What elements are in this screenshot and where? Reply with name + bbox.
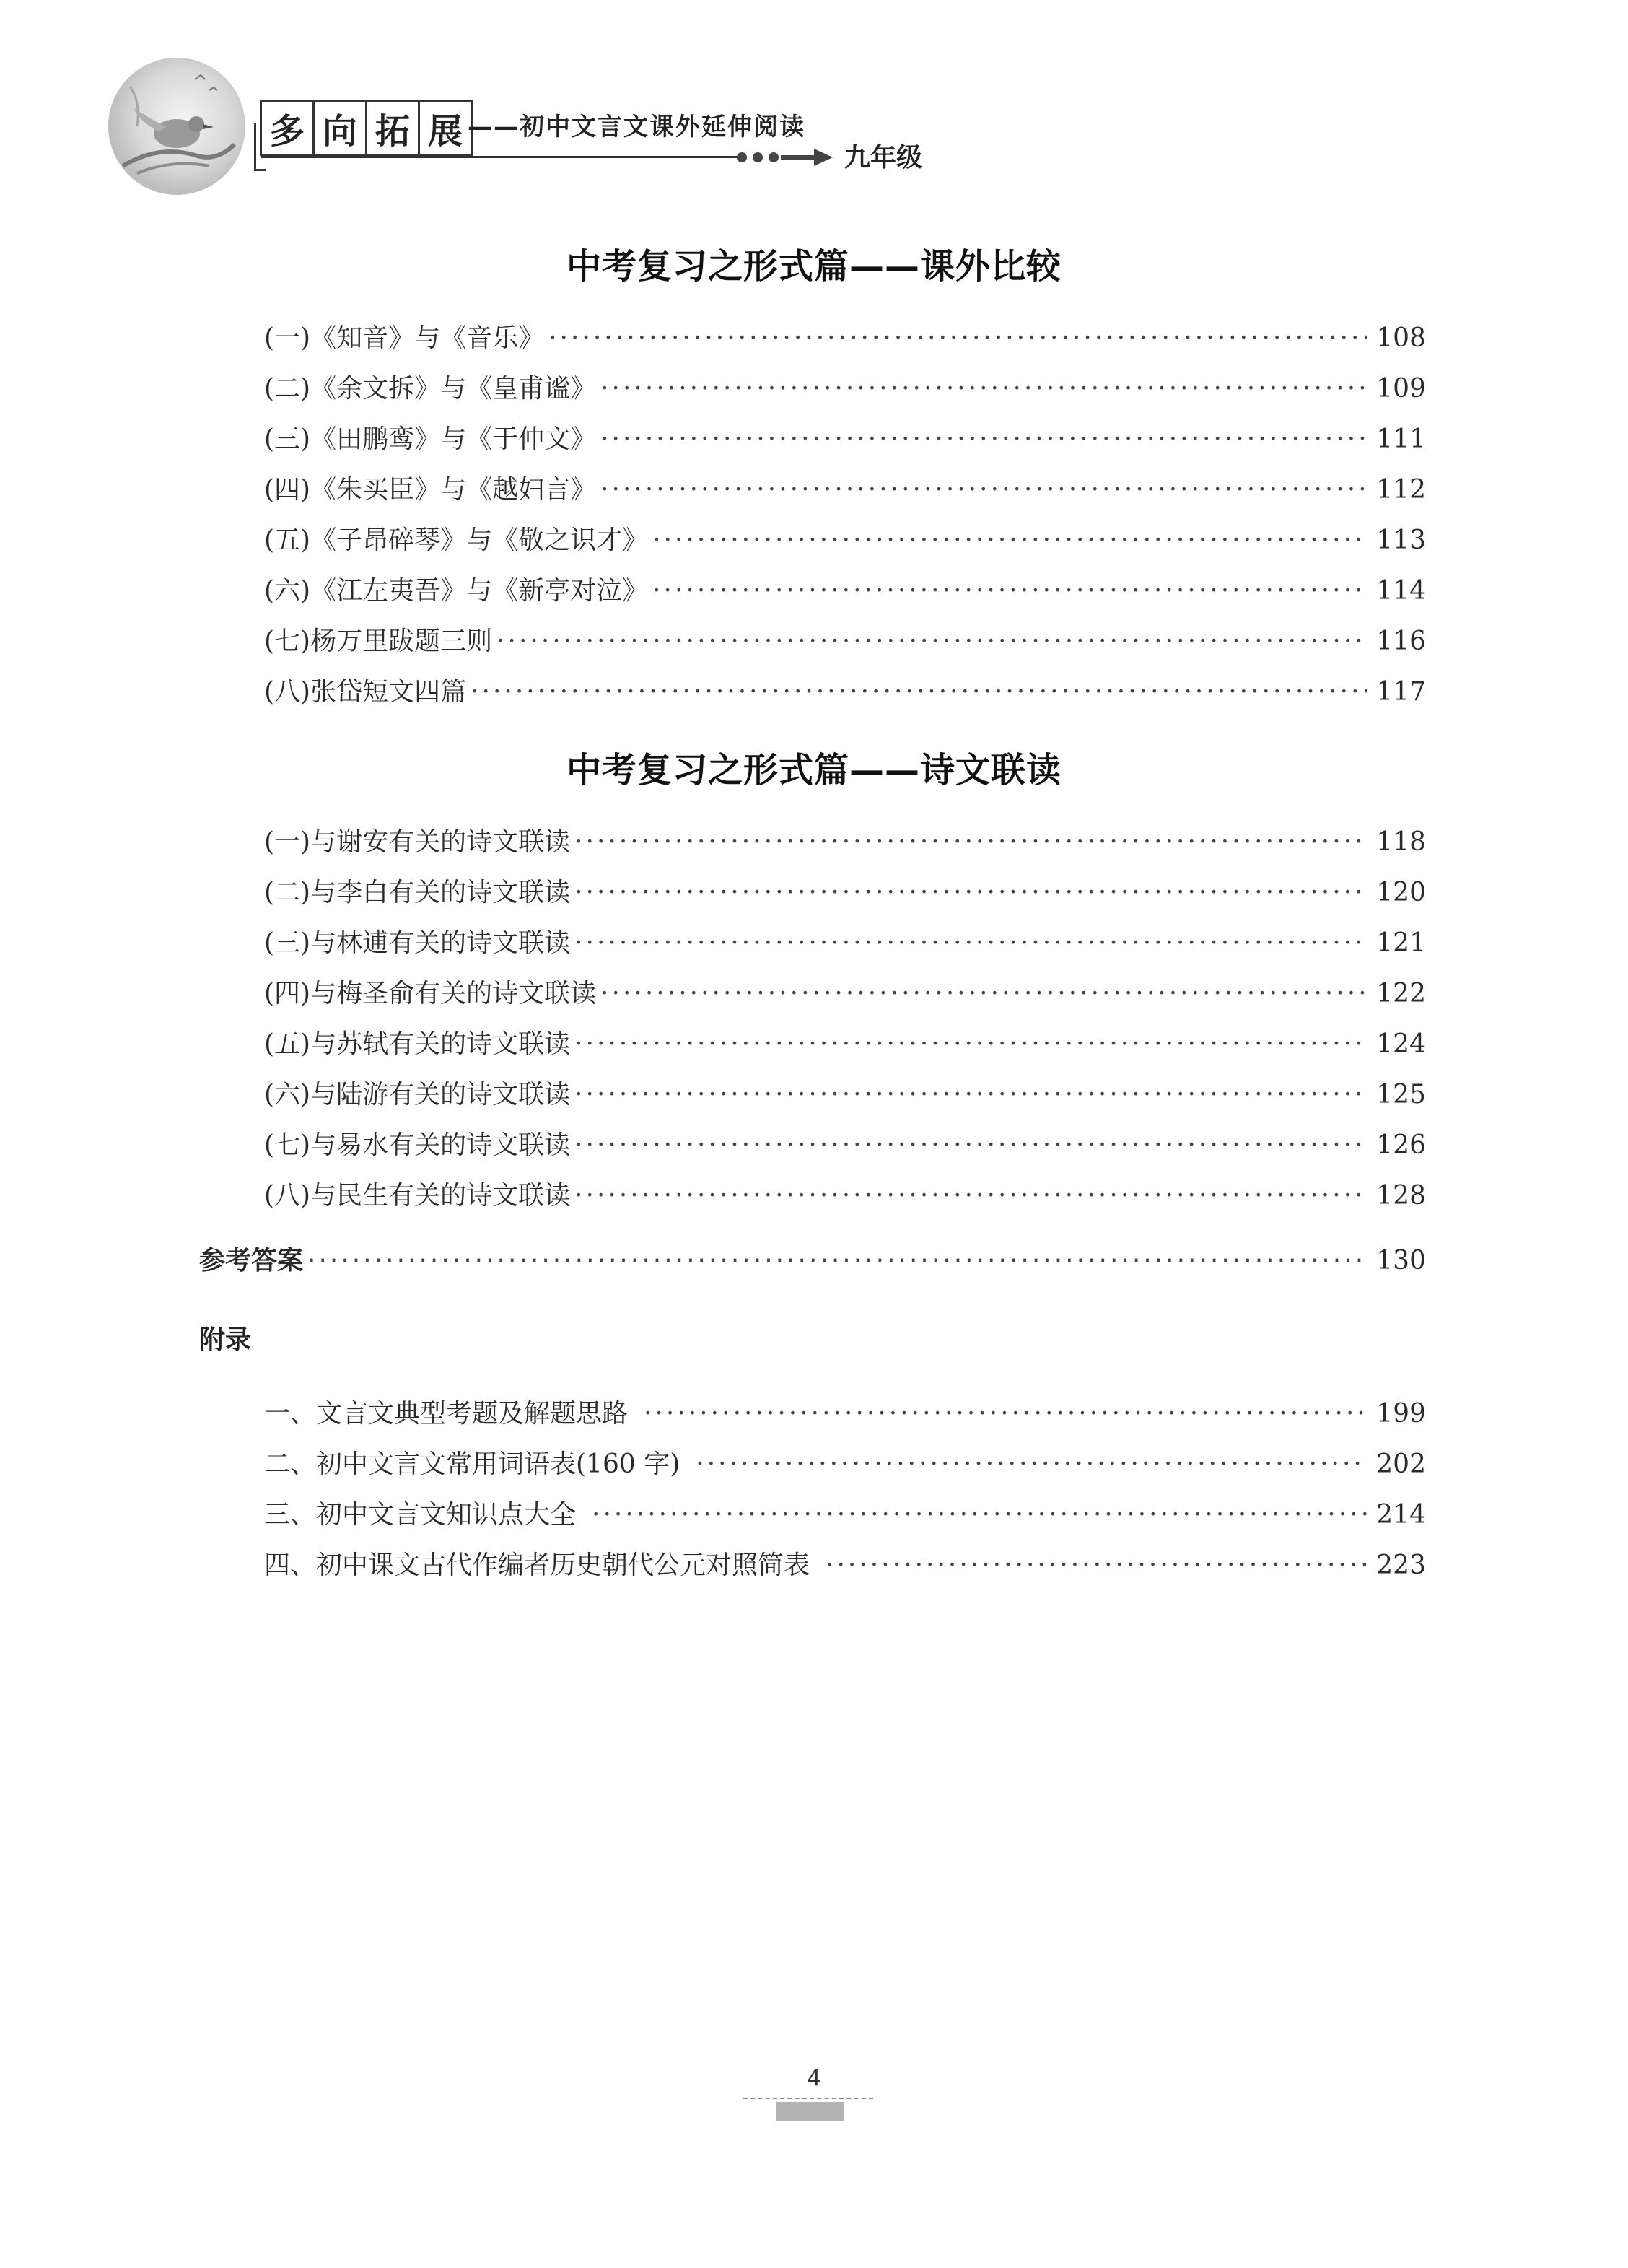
leader-dots [826, 1550, 1367, 1580]
toc-entry-page: 130 [1376, 1246, 1426, 1275]
leader-dots [471, 677, 1367, 707]
leader-dots [600, 424, 1367, 454]
leader-dots [574, 827, 1367, 857]
toc-entry-title: (七)与易水有关的诗文联读 [264, 1130, 571, 1160]
toc-entry-page: 112 [1376, 475, 1426, 505]
toc-entry[interactable] [264, 1024, 1426, 1060]
toc-entry-page: 125 [1376, 1080, 1426, 1109]
page-header [0, 0, 1628, 217]
grade-label: 九年级 [844, 143, 923, 173]
toc-entry-title: (五)《子昂碎琴》与《敬之识才》 [264, 525, 649, 555]
toc-entry[interactable] [264, 368, 1426, 405]
leader-dots [574, 1130, 1367, 1160]
footer-divider [743, 2098, 873, 2099]
toc-entry[interactable] [264, 520, 1426, 557]
section-title: 中考复习之形式篇——诗文联读 [566, 750, 1062, 790]
toc-entry-title: 四、初中课文古代作编者历史朝代公元对照简表 [264, 1550, 810, 1580]
toc-entry-title: 参考答案 [199, 1246, 304, 1275]
toc-entry-title: 一、文言文典型考题及解题思路 [264, 1399, 629, 1429]
leader-dots [644, 1399, 1367, 1429]
toc-entry-page: 121 [1376, 928, 1426, 958]
toc-entry[interactable] [264, 1393, 1426, 1430]
toc-entry[interactable] [264, 1125, 1426, 1161]
toc-entry[interactable] [264, 469, 1426, 506]
ink-painting-bird-icon [108, 58, 245, 195]
toc-entry-title: (一)《知音》与《音乐》 [264, 323, 545, 353]
toc-entry-title: (五)与苏轼有关的诗文联读 [264, 1029, 571, 1059]
toc-entry-title: (二)《余文拆》与《皇甫谧》 [264, 374, 597, 404]
toc-entry-title: (三)与林逋有关的诗文联读 [264, 928, 571, 958]
toc-entry[interactable] [264, 973, 1426, 1010]
toc-entry-page: 118 [1376, 827, 1426, 857]
leader-dots [574, 1029, 1367, 1059]
toc-entry-page: 214 [1376, 1500, 1426, 1530]
toc-entry-title: (四)《朱买臣》与《越妇言》 [264, 475, 597, 505]
toc-entry[interactable] [264, 1175, 1426, 1212]
toc-entry-page: 122 [1376, 979, 1426, 1008]
leader-dots [574, 878, 1367, 907]
leader-dots [496, 627, 1367, 656]
toc-entry-title: (六)《江左夷吾》与《新亭对泣》 [264, 576, 649, 606]
leader-dots [600, 475, 1367, 505]
toc-entry-title: (四)与梅圣俞有关的诗文联读 [264, 979, 597, 1008]
toc-entry[interactable] [264, 1545, 1426, 1582]
toc-entry-answers[interactable] [199, 1240, 1426, 1277]
toc-entry-page: 124 [1376, 1029, 1426, 1059]
series-char: 拓 [365, 100, 420, 156]
leader-dots [696, 1449, 1367, 1479]
toc-entry-title: (八)与民生有关的诗文联读 [264, 1181, 571, 1211]
toc-entry-page: 223 [1376, 1550, 1426, 1580]
toc-entry[interactable] [264, 1444, 1426, 1480]
footer-bar [776, 2102, 844, 2121]
leader-dots [574, 928, 1367, 958]
toc-entry-page: 128 [1376, 1181, 1426, 1211]
toc-entry[interactable] [264, 923, 1426, 959]
toc-entry-page: 199 [1376, 1399, 1426, 1429]
toc-entry[interactable] [264, 1494, 1426, 1531]
toc-entry[interactable] [264, 671, 1426, 708]
toc-entry[interactable] [264, 570, 1426, 607]
book-subtitle: ——初中文言文课外延伸阅读 [468, 113, 805, 141]
arrow-right-icon [736, 144, 837, 170]
toc-entry-page: 126 [1376, 1130, 1426, 1160]
toc-entry-title: (七)杨万里跋题三则 [264, 627, 493, 656]
toc-entry[interactable] [264, 872, 1426, 909]
toc-entry-page: 202 [1376, 1449, 1426, 1479]
toc-entry-title: 三、初中文言文知识点大全 [264, 1500, 577, 1530]
leader-dots [652, 576, 1367, 606]
appendix-heading: 附录 [199, 1325, 252, 1355]
leader-dots [600, 979, 1367, 1008]
toc-entry-page: 109 [1376, 374, 1426, 404]
leader-dots [307, 1246, 1367, 1275]
toc-entry-page: 117 [1376, 677, 1426, 707]
series-title [260, 100, 471, 156]
toc-entry[interactable] [264, 821, 1426, 858]
toc-entry-title: 二、初中文言文常用词语表(160 字) [264, 1449, 680, 1479]
section-title: 中考复习之形式篇——课外比较 [566, 246, 1062, 287]
toc-entry-page: 108 [1376, 323, 1426, 353]
toc-entry[interactable] [264, 318, 1426, 354]
header-rule [261, 156, 738, 158]
leader-dots [574, 1080, 1367, 1109]
series-char: 多 [260, 100, 315, 156]
leader-dots [548, 323, 1367, 353]
page-number: 4 [807, 2066, 821, 2091]
toc-entry-title: (三)《田鹏鸾》与《于仲文》 [264, 424, 597, 454]
toc-entry-page: 116 [1376, 627, 1426, 656]
toc-entry-page: 114 [1376, 576, 1426, 606]
toc-entry[interactable] [264, 419, 1426, 455]
toc-entry-page: 113 [1376, 525, 1426, 555]
toc-entry-title: (二)与李白有关的诗文联读 [264, 878, 571, 907]
leader-dots [600, 374, 1367, 404]
series-char: 向 [312, 100, 367, 156]
toc-entry-title: (八)张岱短文四篇 [264, 677, 467, 707]
toc-entry-title: (六)与陆游有关的诗文联读 [264, 1080, 571, 1109]
leader-dots [652, 525, 1367, 555]
toc-entry-title: (一)与谢安有关的诗文联读 [264, 827, 571, 857]
leader-dots [574, 1181, 1367, 1211]
series-char: 展 [418, 100, 473, 156]
toc-entry[interactable] [264, 1074, 1426, 1111]
toc-entry-page: 120 [1376, 878, 1426, 907]
toc-entry-page: 111 [1376, 424, 1426, 454]
toc-entry[interactable] [264, 621, 1426, 658]
leader-dots [592, 1500, 1367, 1530]
